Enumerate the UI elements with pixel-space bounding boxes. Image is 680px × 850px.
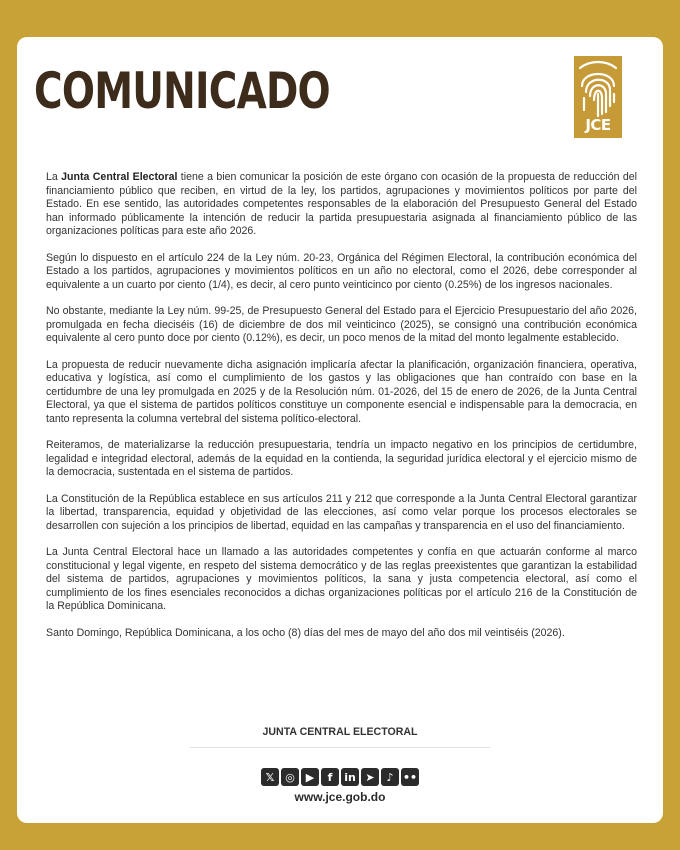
communique-card — [17, 37, 663, 823]
paragraph-6: La Constitución de la República establece en sus artículos 211 y 212 que corresponde a la Junta Central Electoral garantizar la libertad, transparencia, equidad y objetividad de las elecciones, así como velar porque los procesos electorales se desarrollen con sujeción a los principios de libertad, equidad en las campañas y transparencia en el uso del financiamiento. — [46, 492, 637, 532]
paragraph-4: La propuesta de reducir nuevamente dicha asignación implicaría afectar la planificación, organización financiera, operativa, educativa y logística, así como el cumplimiento de los gastos y las obligaciones que han contraído con base en la certidumbre de una ley promulgada en 2025 y de la Resolución núm. 01-2026, del 15 de enero de 2026, de la Junta Central Electoral, ya que el sistema de partidos políticos constituye un componente esencial e indispensable para la democracia, en tanto representa la columna vertebral del sistema político-electoral. — [46, 358, 637, 425]
instagram-icon[interactable]: ◎ — [281, 768, 299, 786]
youtube-icon[interactable]: ▶ — [301, 768, 319, 786]
dateline: Santo Domingo, República Dominicana, a los ocho (8) días del mes de mayo del año dos mil veintiséis (2026). — [46, 626, 565, 639]
flickr-icon[interactable]: •• — [401, 768, 419, 786]
jce-logo — [574, 56, 622, 138]
paragraph-5: Reiteramos, de materializarse la reducción presupuestaria, tendría un impacto negativo en los principios de certidumbre, legalidad e integridad electoral, además de la equidad en la contienda, la seguridad jurídica electoral y el ejercicio mismo de la democracia, sustentada en el sistema de partidos. — [46, 439, 637, 478]
communique-body — [46, 171, 637, 653]
logo-text: JCE — [585, 116, 611, 134]
telegram-icon[interactable]: ➤ — [361, 768, 379, 786]
org-name: Junta Central Electoral — [61, 171, 178, 183]
linkedin-icon[interactable]: in — [341, 768, 359, 786]
divider — [190, 747, 490, 748]
paragraph-2: Según lo dispuesto en el artículo 224 de la Ley núm. 20-23, Orgánica del Régimen Electoral, la contribución económica del Estado a los partidos, agrupaciones y movimientos políticos en un año no electoral, como el 2026, debe corresponder al equivalente a un cuarto por ciento (1/4), es decir, al cero punto veinticinco por ciento (0.25%) de los ingresos nacionales. — [46, 251, 637, 291]
facebook-icon[interactable]: f — [321, 768, 339, 786]
tiktok-icon[interactable]: ♪ — [381, 768, 399, 786]
website-link[interactable]: www.jce.gob.do — [294, 790, 386, 804]
fingerprint-icon — [574, 56, 622, 118]
signature: JUNTA CENTRAL ELECTORAL — [262, 726, 418, 738]
social-icons — [17, 768, 663, 786]
paragraph-7: La Junta Central Electoral hace un llamado a las autoridades competentes y confía en que actuarán conforme al marco constitucional y legal vigente, en respeto del sistema democrático y de las reglas preexistentes que garantizan la estabilidad del sistema de partidos, agrupaciones y movimientos políticos, la sana y justa competencia electoral, así como el cumplimiento de los fines esenciales reconocidos a dichas organizaciones políticas por el artículo 216 de la Constitución de la República Dominicana. — [46, 546, 637, 612]
paragraph-1: La Junta Central Electoral tiene a bien comunicar la posición de este órgano con ocasión de la propuesta de reducción del financiamiento público que reciben, en virtud de la ley, los partidos, agrupaciones y movimientos políticos por parte del Estado. En ese sentido, las autoridades competentes responsables de la elaboración del Presupuesto General del Estado han informado públicamente la intención de reducir la partida presupuestaria asignada al financiamiento público de las organizaciones políticas para este año 2026. — [46, 171, 637, 237]
x-icon[interactable]: 𝕏 — [261, 768, 279, 786]
page-title: COMUNICADO — [34, 62, 330, 120]
paragraph-3: No obstante, mediante la Ley núm. 99-25, de Presupuesto General del Estado para el Ejercicio Presupuestario del año 2026, promulgada en fecha dieciséis (16) de diciembre de dos mil veinticinco (2025), se consignó una contribución económica equivalente al cero punto doce por ciento (0.12%), es decir, un poco menos de la mitad del monto legalmente establecido. — [46, 305, 637, 344]
